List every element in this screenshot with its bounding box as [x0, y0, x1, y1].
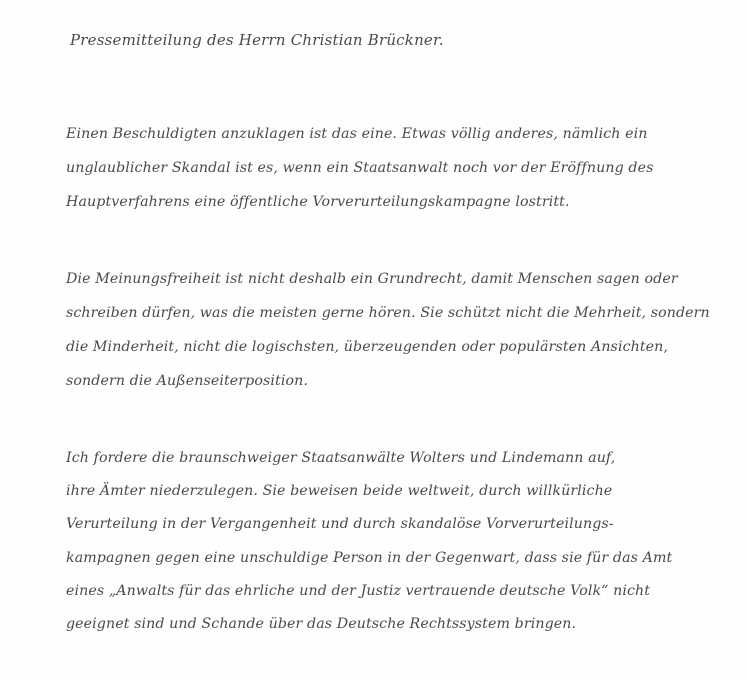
letter-title: Pressemitteilung des Herrn Christian Brückner. [70, 31, 444, 49]
paragraph-2 [66, 262, 710, 398]
paragraph-line: die Minderheit, nicht die logischsten, überzeugenden oder populärsten Ansichten, [66, 339, 669, 355]
paragraph-line: sondern die Außenseiterposition. [66, 373, 308, 389]
paragraph-line: unglaublicher Skandal ist es, wenn ein Staatsanwalt noch vor der Eröffnung des [66, 160, 654, 176]
paragraph-line: schreiben dürfen, was die meisten gerne hören. Sie schützt nicht die Mehrheit, sondern [66, 305, 710, 321]
paragraph-line: ihre Ämter niederzulegen. Sie beweisen beide weltweit, durch willkürliche [66, 483, 613, 500]
paragraph-line: Verurteilung in der Vergangenheit und durch skandalöse Vorverurteilungs- [66, 516, 614, 533]
paragraph-line: Einen Beschuldigten anzuklagen ist das eine. Etwas völlig anderes, nämlich ein [66, 126, 648, 142]
paragraph-line: eines „Anwalts für das ehrliche und der Justiz vertrauende deutsche Volk“ nicht [66, 582, 651, 599]
paragraph-line: kampagnen gegen eine unschuldige Person in der Gegenwart, dass sie für das Amt [66, 549, 673, 566]
paragraph-line: Hauptverfahrens eine öffentliche Vorverurteilungskampagne lostritt. [66, 194, 570, 210]
paragraph-line: Die Meinungsfreiheit ist nicht deshalb ein Grundrecht, damit Menschen sagen oder [66, 271, 678, 287]
paragraph-line: Ich fordere die braunschweiger Staatsanwälte Wolters und Lindemann auf, [66, 450, 616, 466]
paragraph-line: geeignet sind und Schande über das Deutsche Rechtssystem bringen. [66, 615, 577, 632]
paragraph-3 [66, 442, 706, 641]
paragraph-1 [66, 117, 706, 219]
